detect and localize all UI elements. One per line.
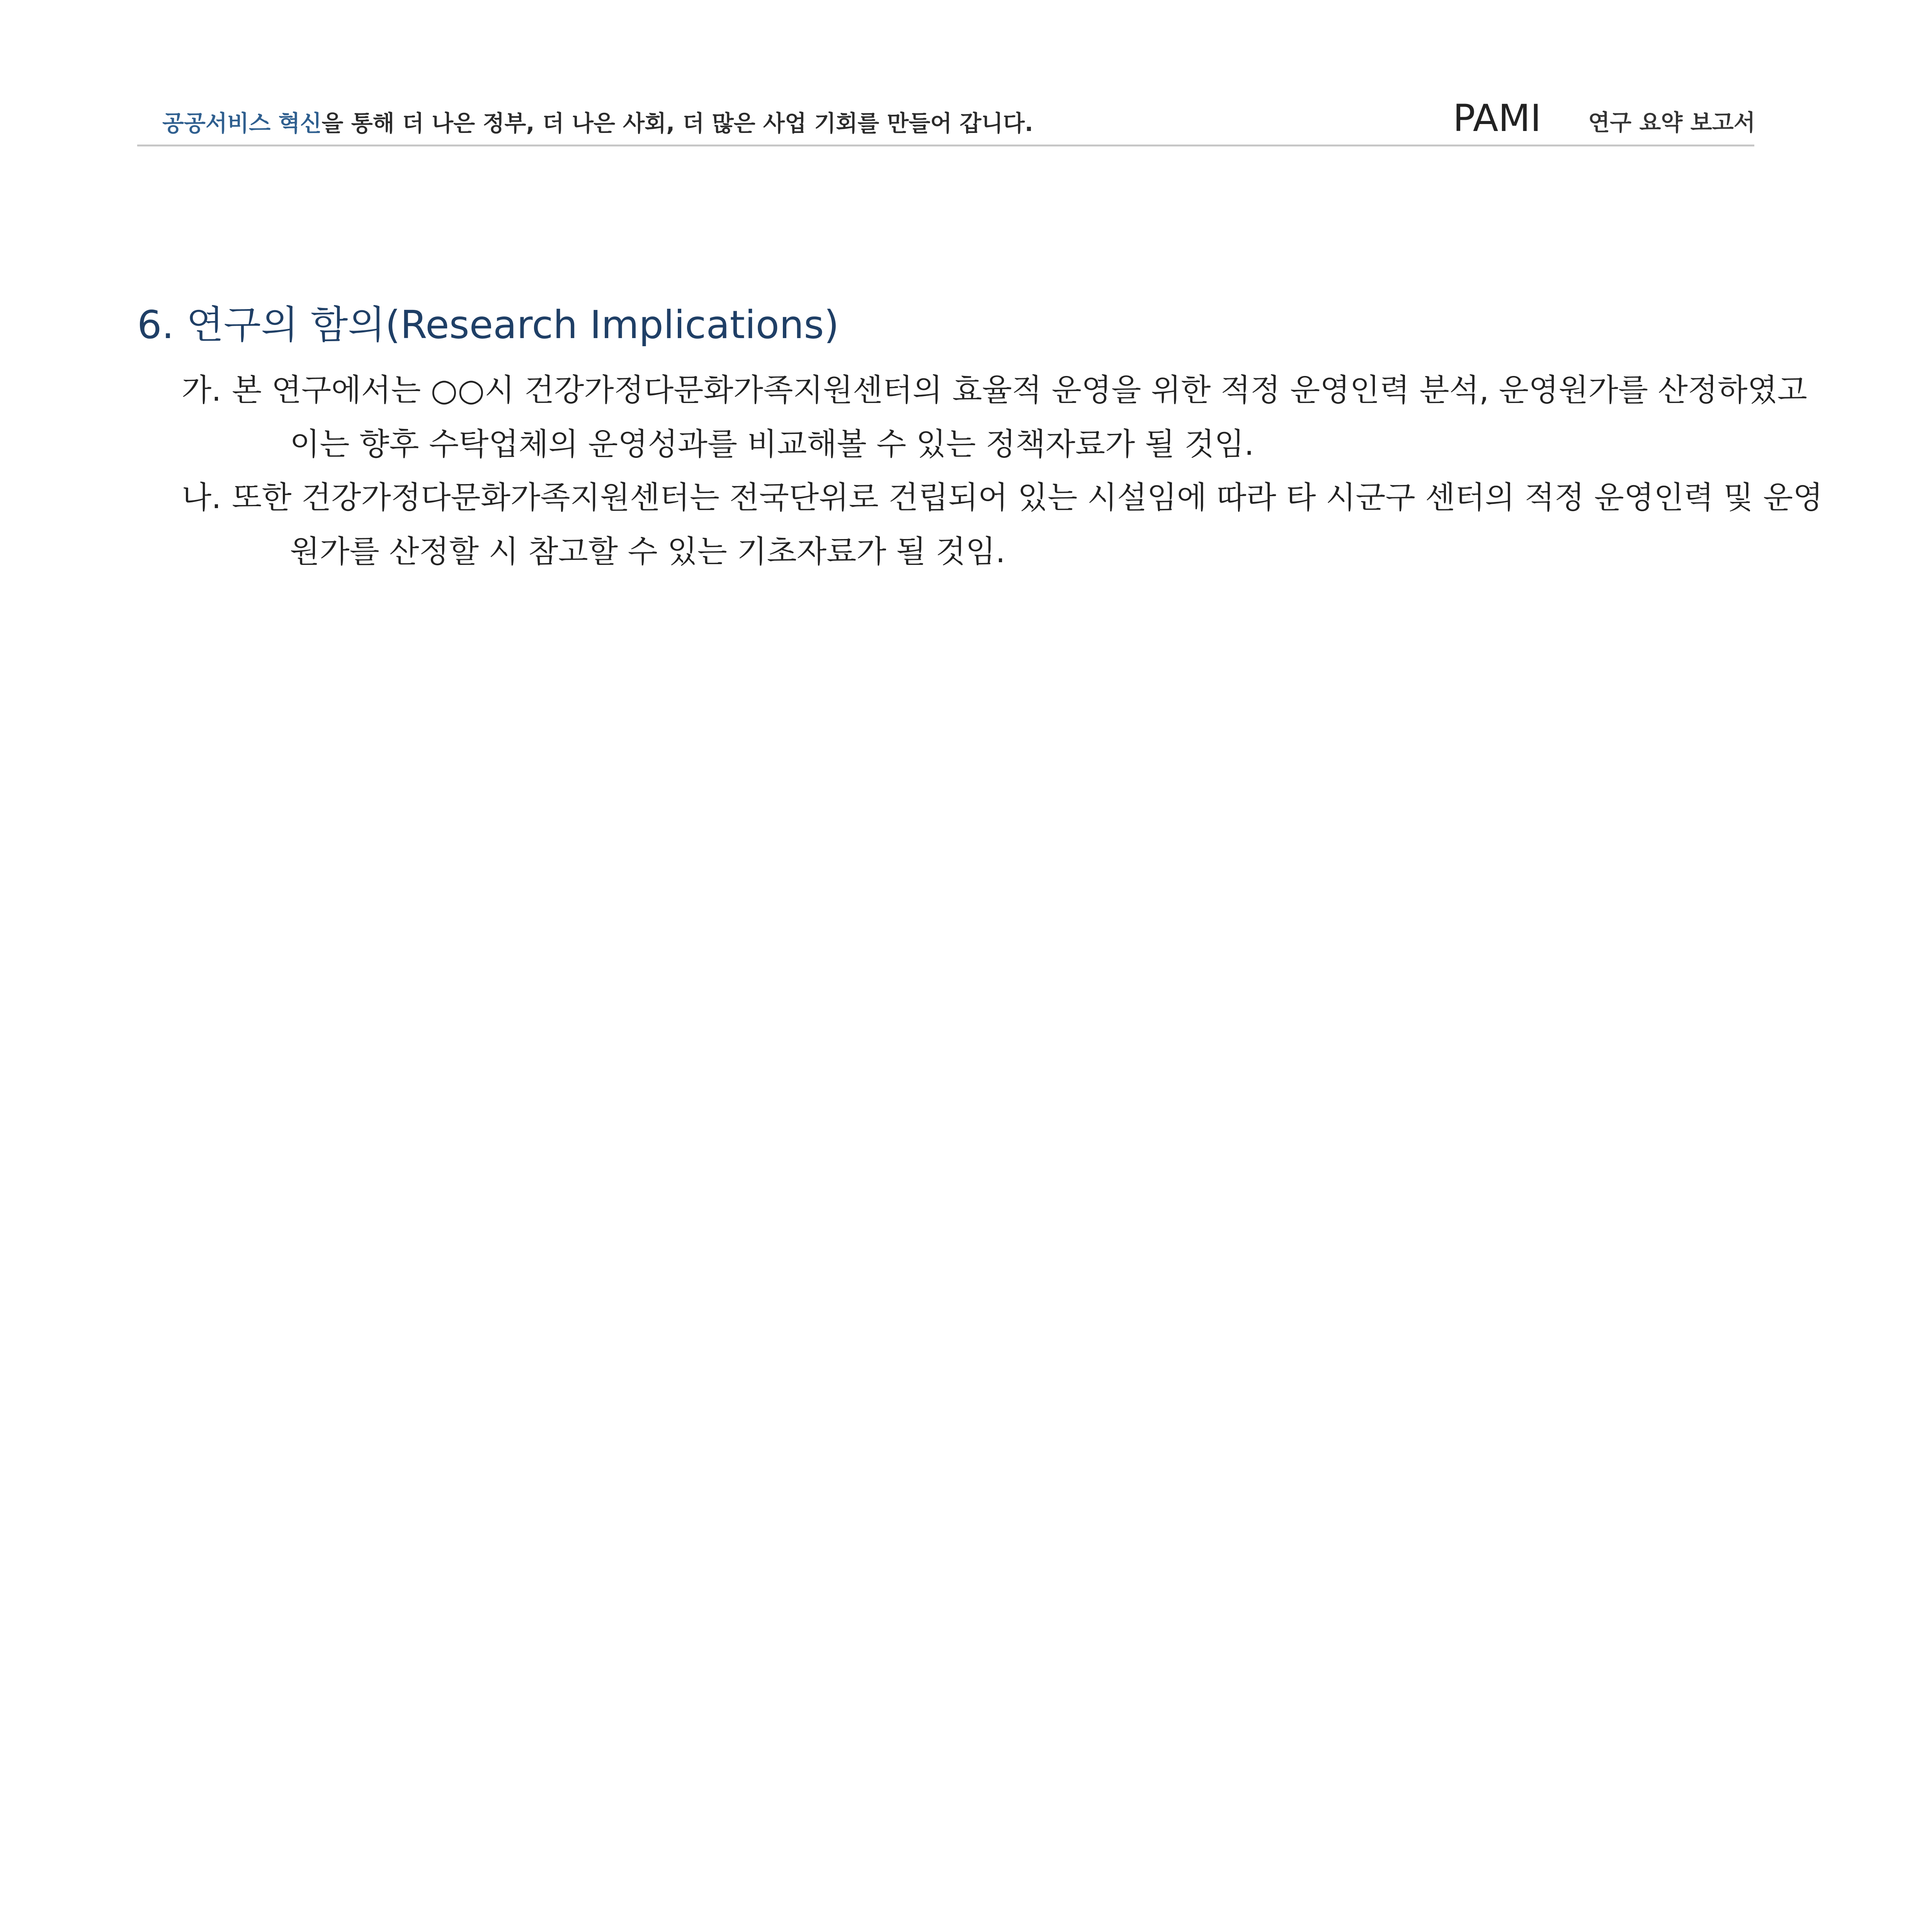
header-brand: PAMI (1453, 97, 1541, 140)
item-marker: 가. (182, 372, 221, 408)
header-divider (137, 145, 1754, 146)
header-slogan-text: 을 통해 더 나은 정부, 더 나은 사회, 더 많은 사업 기회를 만들어 갑니다. (321, 110, 1033, 136)
header-slogan (162, 105, 1033, 138)
item-line-1: 본 연구에서는 ○○시 건강가정다문화가족지원센터의 효율적 운영을 위한 적정 운영인력 분석, 운영원가를 산정하였고 (232, 372, 1807, 408)
implication-item (182, 363, 1807, 471)
header-slogan-highlight: 공공서비스 혁신 (162, 110, 322, 136)
item-line-1: 또한 건강가정다문화가족지원센터는 전국단위로 건립되어 있는 시설임에 따라 타 시군구 센터의 적정 운영인력 및 운영 (232, 480, 1823, 515)
header-report-type: 연구 요약 보고서 (1588, 109, 1755, 136)
item-line-2: 이는 향후 수탁업체의 운영성과를 비교해볼 수 있는 정책자료가 될 것임. (290, 426, 1254, 462)
implication-item (182, 471, 1823, 579)
item-line-2: 원가를 산정할 시 참고할 수 있는 기초자료가 될 것임. (290, 534, 1005, 570)
item-marker: 나. (182, 480, 221, 515)
section-title: 6. 연구의 함의(Research Implications) (137, 302, 839, 347)
